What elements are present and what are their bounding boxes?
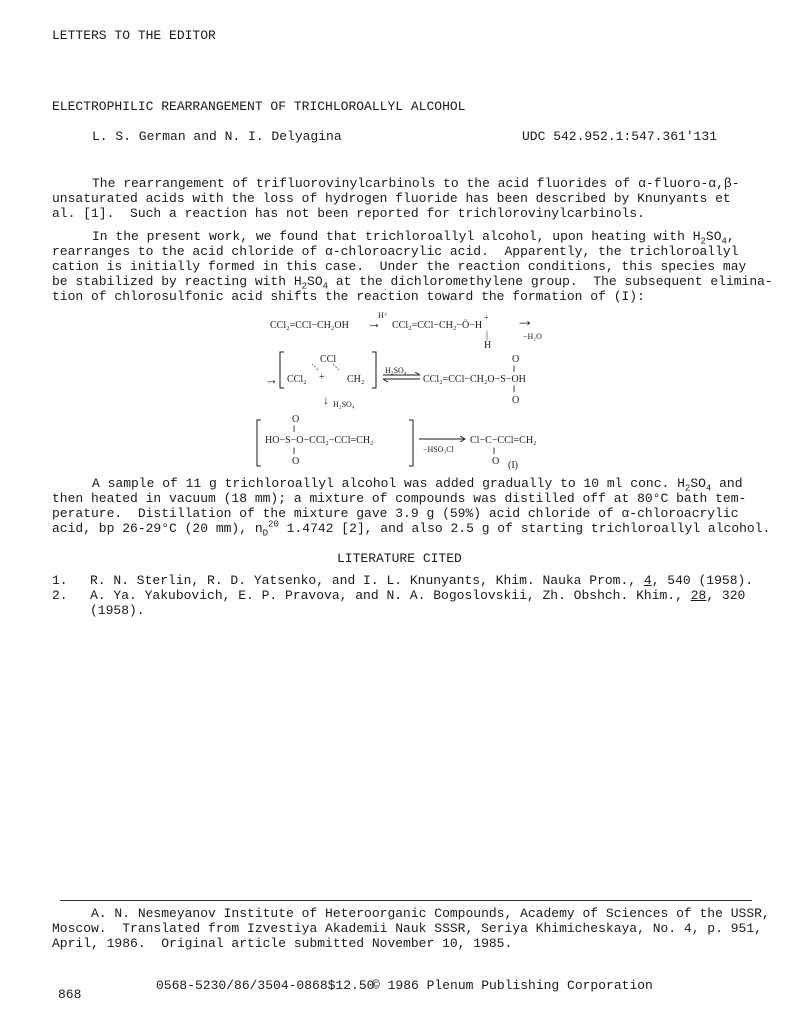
equilibrium-arrow xyxy=(382,372,422,382)
reference-continuation: (1958). xyxy=(90,603,145,618)
scheme-oxygen: O xyxy=(512,395,520,406)
scheme-bond: | xyxy=(486,330,489,341)
elimination-arrow xyxy=(418,434,468,442)
scheme-double-bond: ‖ xyxy=(513,384,516,394)
scheme-down-arrow: ↓ xyxy=(323,393,329,407)
text-line: al. [1]. Such a reaction has not been reported for trichlorovinylcarbinols. xyxy=(52,206,645,221)
footnote-rule xyxy=(60,900,752,901)
text-line: tion of chlorosulfonic acid shifts the reaction toward the formation of (I): xyxy=(52,289,645,304)
scheme-double-bond: ‖ xyxy=(293,446,296,456)
scheme-double-bond: ‖ xyxy=(493,446,496,456)
compound-label: (I) xyxy=(508,460,518,471)
scheme-oxygen: O xyxy=(292,414,300,425)
scheme-catalyst: H⁺ xyxy=(378,311,388,320)
scheme-ch2: CH₂ xyxy=(347,374,365,385)
scheme-sulfate-ester: CCl₂=CCl−CH₂O−S−OH xyxy=(423,374,526,385)
copyright-notice: © 1986 Plenum Publishing Corporation xyxy=(372,978,653,993)
scheme-reagent: H₂SO₄ xyxy=(385,366,407,375)
reference-item: 1. R. N. Sterlin, R. D. Yatsenko, and I. L. Knunyants, Khim. Nauka Prom., 4, 540 (1958). xyxy=(52,573,754,588)
udc-code: UDC 542.952.1:547.361'131 xyxy=(522,129,718,144)
scheme-oxygen: O xyxy=(512,354,520,365)
text-line: A sample of 11 g trichloroallyl alcohol was added gradually to 10 ml conc. $H_2SO_4$ and xyxy=(92,476,743,494)
scheme-acid-chloride: Cl−C−CCl=CH₂ xyxy=(470,435,537,446)
section-header: LETTERS TO THE EDITOR xyxy=(52,28,216,43)
text-line: cation is initially formed in this case. Under the reaction conditions, this species may xyxy=(52,259,747,274)
scheme-plus: + xyxy=(319,372,325,383)
reference-item: 2. A. Ya. Yakubovich, E. P. Pravova, and N. A. Bogoslovskii, Zh. Obshch. Khim., 28, 320 xyxy=(52,588,746,603)
article-authors: L. S. German and N. I. Delyagina xyxy=(92,129,342,144)
scheme-hydrogen: H xyxy=(484,340,492,351)
scheme-double-bond: ‖ xyxy=(513,364,516,374)
scheme-oxygen: O xyxy=(292,456,300,467)
scheme-hso3cl-loss: −HSO₃Cl xyxy=(423,445,454,454)
literature-heading: LITERATURE CITED xyxy=(337,551,462,566)
text-line: be stabilized by reacting with $H_2SO_4$ at the dichloromethylene group. The subsequent elimina- xyxy=(52,274,773,292)
text-line: In the present work, we found that trichloroallyl alcohol, upon heating with $H_2SO_4$, xyxy=(92,229,735,247)
text-line: then heated in vacuum (18 mm); a mixture of compounds was distilled off at 80°C bath tem- xyxy=(52,491,747,506)
text-line: rearranges to the acid chloride of α-chloroacrylic acid. Apparently, the trichloroallyl xyxy=(52,244,739,259)
scheme-reagent: H₂SO₄ xyxy=(333,400,355,409)
scheme-hydroxysulfonyl: HO−S−O−CCl₂−CCl=CH₂ xyxy=(265,435,374,446)
footnote-line: April, 1986. Original article submitted November 10, 1985. xyxy=(52,936,513,951)
scheme-plus-charge: + xyxy=(484,313,489,322)
page-number: 868 xyxy=(58,987,82,1002)
scheme-oxonium: CCl₂=CCl−CH₂−Ö−H xyxy=(392,320,483,331)
footnote-line: A. N. Nesmeyanov Institute of Heteroorganic Compounds, Academy of Sciences of the USSR, xyxy=(52,906,770,921)
scheme-oxygen: O xyxy=(492,456,500,467)
scheme-ccl: CCl xyxy=(320,354,337,365)
scheme-double-bond: ‖ xyxy=(293,424,296,434)
article-title: ELECTROPHILIC REARRANGEMENT OF TRICHLOROALLYL ALCOHOL xyxy=(52,99,466,114)
text-line: unsaturated acids with the loss of hydrogen fluoride has been described by Knunyants et xyxy=(52,191,731,206)
text-line: acid, bp 26-29°C (20 mm), $n_D^{20}$ 1.4742 [2], and also 2.5 g of starting trichloroallyl alcohol. xyxy=(52,519,771,539)
text-line: The rearrangement of trifluorovinylcarbinols to the acid fluorides of α-fluoro-α,β- xyxy=(92,176,740,191)
scheme-reactant: CCl₂=CCl−CH₂OH xyxy=(270,320,349,331)
scheme-arrow: → xyxy=(367,317,381,332)
text-line: perature. Distillation of the mixture gave 3.9 g (59%) acid chloride of α-chloroacrylic xyxy=(52,506,739,521)
article-code: 0568-5230/86/3504-0868$12.50 xyxy=(156,978,375,993)
scheme-water-loss: −H₂O xyxy=(523,332,542,341)
scheme-arrow: → xyxy=(516,310,534,330)
scheme-arrow: → xyxy=(265,372,278,387)
footnote-line: Moscow. Translated from Izvestiya Akademii Nauk SSSR, Seriya Khimicheskaya, No. 4, p. 951, xyxy=(52,921,762,936)
scheme-ccl2: CCl₂ xyxy=(287,374,307,385)
